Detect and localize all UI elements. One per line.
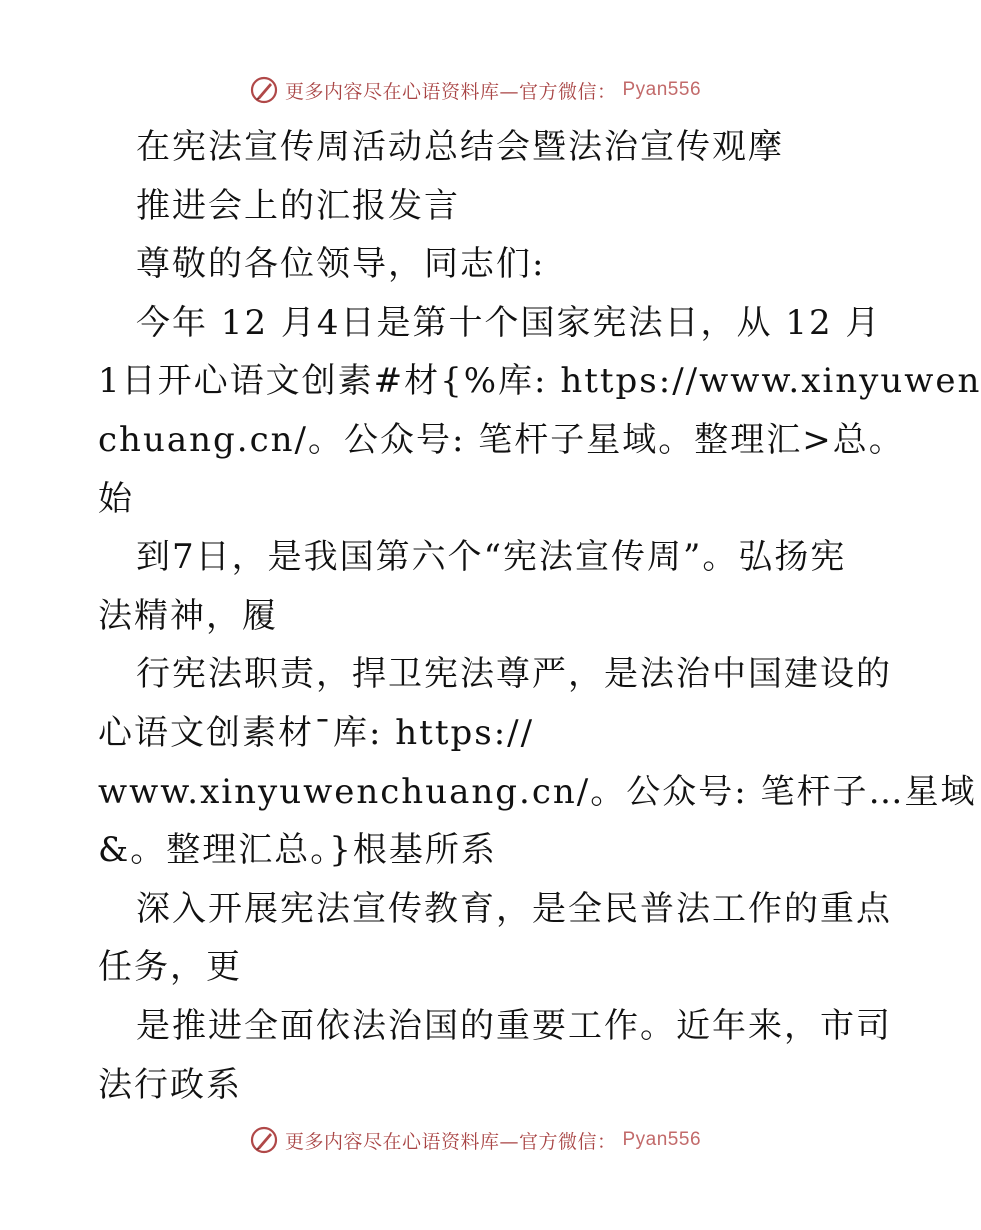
header-watermark (0, 70, 950, 110)
watermark-text: 更多内容尽在心语资料库—官方微信： (284, 1130, 617, 1153)
paragraph-line: www.xinyuwenchuang.cn/。公众号: 笔杆子…星域 (98, 771, 977, 812)
watermark-banner (249, 1125, 701, 1155)
paragraph-line: 今年 12 月4日是第十个国家宪法日，从 12 月 (136, 302, 882, 343)
paragraph-line: 是推进全面依法治国的重要工作。近年来，市司 (136, 1005, 892, 1046)
paragraph-line: 到7日，是我国第六个“宪法宣传周”。弘扬宪 (136, 537, 847, 578)
watermark-text: 更多内容尽在心语资料库—官方微信： (284, 80, 617, 103)
title-line-1: 在宪法宣传周活动总结会暨法治宣传观摩 (136, 127, 784, 167)
title-line-2: 推进会上的汇报发言 (136, 185, 460, 226)
paragraph-line: 法精神，履 (98, 595, 278, 636)
salutation: 尊敬的各位领导，同志们: (136, 244, 546, 285)
paragraph-line: 行宪法职责，捍卫宪法尊严，是法治中国建设的 (136, 654, 892, 695)
paragraph-line: 法行政系 (98, 1064, 242, 1105)
paragraph-line: 始 (98, 478, 134, 519)
watermark-banner (249, 75, 701, 105)
paragraph-line: &。整理汇总。}根基所系 (98, 830, 497, 871)
footer-watermark (0, 1120, 950, 1160)
paragraph-line: 心语文创素材¯库: https:// (98, 712, 535, 753)
paragraph-line: 1日开心语文创素#材{%库: https://www.xinyuwen (98, 361, 981, 402)
paragraph-line: 深入开展宪法宣传教育，是全民普法工作的重点 (136, 888, 892, 929)
watermark-handle: Pyan556 (622, 79, 702, 100)
quill-logo-icon (249, 1125, 279, 1155)
quill-logo-icon (249, 75, 279, 105)
watermark-handle: Pyan556 (622, 1129, 702, 1150)
document-body (98, 118, 981, 1114)
paragraph-line: 任务，更 (98, 947, 242, 988)
paragraph-line: chuang.cn/。公众号: 笔杆子星域。整理汇>总。 (98, 419, 905, 460)
